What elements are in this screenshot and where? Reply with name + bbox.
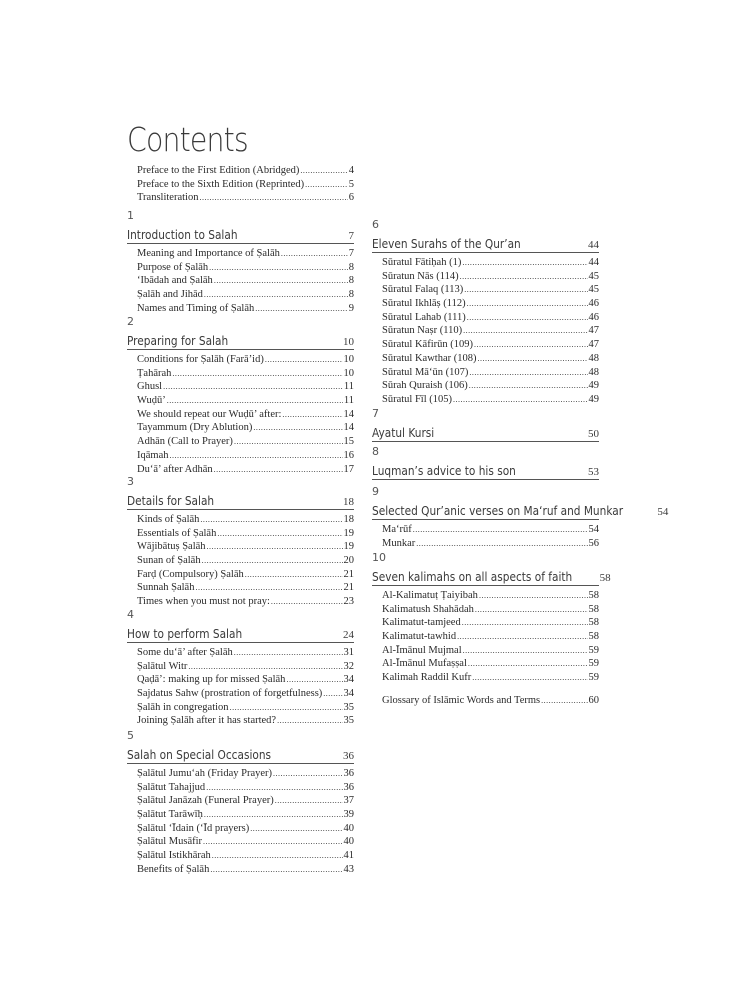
toc-entry[interactable] — [127, 554, 354, 568]
toc-entry[interactable] — [372, 297, 599, 311]
toc-entry[interactable] — [127, 380, 354, 394]
leader-dots — [286, 673, 342, 687]
entry-title: Kalimah Raddil Kufr — [382, 672, 472, 684]
page-number: 15 — [343, 436, 354, 448]
section-number: 8 — [372, 445, 379, 458]
toc-entry[interactable] — [372, 537, 599, 551]
page-number: 49 — [588, 380, 599, 392]
entry-title: Adhān (Call to Prayer) — [137, 436, 233, 448]
toc-entry[interactable] — [372, 366, 599, 380]
leader-dots — [273, 767, 342, 781]
entry-title: Kalimatush Shahādah — [382, 603, 474, 615]
toc-section — [372, 217, 599, 407]
leader-dots — [265, 353, 343, 367]
leader-dots — [167, 394, 343, 408]
section-number: 9 — [372, 485, 379, 498]
toc-section — [372, 406, 599, 445]
toc-entry[interactable] — [127, 701, 354, 715]
entry-title: Benefits of Ṣalāh — [137, 863, 210, 875]
section-heading[interactable] — [127, 330, 354, 350]
toc-entry[interactable] — [127, 781, 354, 795]
section-heading[interactable] — [372, 233, 599, 253]
toc-entry[interactable] — [127, 247, 354, 261]
section-number: 7 — [372, 407, 379, 420]
section-page-number: 24 — [343, 629, 354, 641]
leader-dots — [282, 408, 342, 422]
entry-title: Sajdatus Sahw (prostration of forgetfulness) — [137, 688, 323, 700]
toc-entry[interactable] — [127, 540, 354, 554]
section-title: Details for Salah — [127, 494, 215, 508]
toc-entry[interactable] — [372, 324, 599, 338]
leader-dots — [245, 568, 343, 582]
entry-title: Ghusl — [137, 381, 163, 393]
section-page-number: 18 — [343, 496, 354, 508]
section-page-number: 54 — [657, 506, 669, 518]
toc-entry[interactable]: Transliteration ..... 6 — [137, 191, 354, 205]
page-title: Contents — [127, 120, 248, 159]
page-number: 11 — [343, 381, 354, 393]
toc-entry[interactable] — [372, 256, 599, 270]
section-entries — [127, 643, 354, 728]
entry-title: Sūratun Nās (114) — [382, 270, 459, 282]
entry-title: Sūratun Naṣr (110) — [382, 325, 463, 337]
leader-dots — [467, 311, 588, 325]
leader-dots — [469, 366, 587, 380]
leader-dots — [474, 338, 588, 352]
entry-title: Times when you must not pray: — [137, 596, 270, 608]
page-number: 20 — [343, 555, 354, 567]
entry-title: ‘Ibādah and Ṣalāh — [137, 275, 213, 287]
page-number: 23 — [343, 596, 354, 608]
glossary-entry[interactable] — [372, 694, 599, 708]
page-number: 37 — [343, 795, 354, 807]
entry-title: Names and Timing of Ṣalāh — [137, 302, 255, 314]
leader-dots — [199, 191, 347, 205]
leader-dots — [477, 352, 587, 366]
toc-entry[interactable] — [127, 435, 354, 449]
entry-title: Sūratul Falaq (113) — [382, 284, 464, 296]
toc-entry[interactable] — [127, 527, 354, 541]
toc-entry[interactable] — [372, 603, 599, 617]
toc-section — [127, 314, 354, 476]
toc-entry[interactable] — [127, 421, 354, 435]
section-number: 5 — [127, 729, 134, 742]
leader-dots — [234, 646, 343, 660]
section-heading[interactable] — [127, 623, 354, 643]
toc-entry[interactable] — [127, 660, 354, 674]
page-number: 5 — [348, 178, 354, 190]
leader-dots — [463, 644, 588, 658]
section-page-number: 10 — [343, 336, 354, 348]
toc-entry[interactable] — [127, 394, 354, 408]
page-number: 60 — [588, 695, 599, 706]
toc-entry[interactable] — [372, 657, 599, 671]
preface-list — [137, 164, 354, 205]
section-entries — [372, 253, 599, 407]
page-number: 6 — [348, 192, 354, 204]
leader-dots — [277, 714, 342, 728]
leader-dots — [217, 527, 342, 541]
entry-title: Ṣalātul Jumu‘ah (Friday Prayer) — [137, 768, 273, 779]
section-heading[interactable] — [372, 460, 599, 480]
leader-dots — [416, 537, 587, 551]
toc-section — [372, 550, 611, 685]
entry-title: Ṣalātut Tahajjud — [137, 781, 206, 793]
leader-dots — [203, 835, 342, 849]
page-number: 59 — [588, 672, 599, 684]
page-number: 36 — [343, 768, 354, 779]
toc-entry[interactable] — [127, 261, 354, 275]
entry-title: Sūrah Quraish (106) — [382, 380, 468, 392]
entry-title: Du‘ā’ after Adhān — [137, 463, 213, 475]
section-number: 2 — [127, 315, 134, 328]
entry-title: Ṣalāh in congregation — [137, 701, 229, 713]
toc-entry[interactable] — [127, 714, 354, 728]
page-number: 46 — [588, 311, 599, 323]
toc-entry[interactable] — [127, 673, 354, 687]
section-title: Luqman’s advice to his son — [372, 464, 516, 478]
page-number: 36 — [343, 781, 354, 793]
leader-dots — [212, 849, 343, 863]
leader-dots — [462, 616, 588, 630]
page-number: 9 — [348, 302, 354, 314]
page-number: 14 — [343, 422, 354, 434]
toc-entry[interactable] — [372, 616, 599, 630]
page-number: 17 — [343, 463, 354, 475]
page-number: 39 — [343, 809, 354, 821]
page-number: 58 — [588, 603, 599, 615]
leader-dots — [300, 164, 347, 178]
page-number: 8 — [348, 275, 354, 287]
toc-entry[interactable] — [127, 849, 354, 863]
toc-entry[interactable] — [127, 794, 354, 808]
toc-section — [372, 444, 599, 483]
page-number: 19 — [343, 527, 354, 539]
page-number: 56 — [588, 537, 599, 549]
leader-dots — [464, 283, 587, 297]
entry-title: Al-Īmānul Mujmal — [382, 644, 462, 656]
leader-dots — [195, 581, 342, 595]
section-title: Seven kalimahs on all aspects of faith — [372, 570, 573, 584]
page-number: 58 — [588, 631, 599, 643]
leader-dots — [475, 603, 588, 617]
toc-entry[interactable] — [372, 379, 599, 393]
section-page-number: 50 — [588, 428, 599, 440]
toc-entry[interactable]: Preface to the First Edition (Abridged) ..... 4 — [137, 164, 354, 178]
page-number: 35 — [343, 715, 354, 727]
entry-title: Munkar — [382, 537, 416, 549]
page-number: 58 — [588, 590, 599, 601]
leader-dots — [463, 324, 587, 338]
section-entries — [127, 510, 354, 609]
leader-dots — [163, 380, 343, 394]
page-number: 11 — [343, 395, 354, 407]
leader-dots — [467, 297, 588, 311]
leader-dots — [204, 288, 348, 302]
section-number: 6 — [372, 218, 379, 231]
page-number: 45 — [588, 270, 599, 282]
toc-entry[interactable] — [127, 646, 354, 660]
section-title: How to perform Salah — [127, 627, 243, 641]
toc-entry[interactable] — [372, 311, 599, 325]
leader-dots — [462, 256, 587, 270]
entry-title: Wuḍū’ — [137, 395, 166, 407]
page-number: 43 — [343, 863, 354, 875]
section-title: Introduction to Salah — [127, 228, 238, 242]
page-number: 34 — [343, 674, 354, 686]
toc-section — [372, 484, 669, 550]
section-title: Preparing for Salah — [127, 334, 229, 348]
toc-entry[interactable] — [127, 288, 354, 302]
toc-entry[interactable] — [127, 687, 354, 701]
leader-dots — [170, 449, 343, 463]
toc-entry[interactable] — [372, 644, 599, 658]
entry-title: We should repeat our Wuḍū’ after: — [137, 408, 282, 420]
page-number: 48 — [588, 352, 599, 364]
entry-title: Sūratul Kawthar (108) — [382, 352, 477, 364]
entry-title: Ṭahārah — [137, 367, 172, 379]
entry-title: Ṣalātul Witr — [137, 660, 188, 672]
entry-title: Sunnah Ṣalāh — [137, 582, 195, 594]
page-number: 10 — [343, 367, 354, 379]
entry-title: Conditions for Ṣalāh (Farā’id) — [137, 354, 264, 365]
entry-title: Al-Īmānul Mufaṣṣal — [382, 658, 467, 670]
toc-entry[interactable] — [372, 630, 599, 644]
page-number: 54 — [588, 524, 599, 535]
leader-dots — [172, 367, 342, 381]
leader-dots — [413, 523, 588, 537]
toc-entry[interactable] — [372, 270, 599, 284]
entry-title: Farḍ (Compulsory) Ṣalāh — [137, 568, 244, 580]
leader-dots — [200, 513, 342, 527]
toc-entry[interactable] — [127, 863, 354, 877]
section-title: Eleven Surahs of the Qur’an — [372, 237, 521, 251]
page-number: 44 — [588, 257, 599, 268]
toc-section — [127, 474, 354, 609]
section-number: 3 — [127, 475, 134, 488]
entry-title: Kinds of Ṣalāh — [137, 514, 200, 525]
toc-entry[interactable] — [127, 835, 354, 849]
leader-dots — [305, 178, 348, 192]
page-number: 14 — [343, 408, 354, 420]
toc-entry[interactable] — [372, 283, 599, 297]
entry-title: Ṣalātul Musāfir — [137, 836, 203, 848]
section-page-number: 58 — [599, 572, 611, 584]
entry-title: Sunan of Ṣalāh — [137, 555, 201, 567]
leader-dots — [479, 589, 588, 603]
section-heading[interactable] — [127, 224, 354, 244]
entry-title: Sūratul Lahab (111) — [382, 311, 466, 323]
section-entries — [372, 480, 599, 483]
entry-title: Ṣalāh and Jihād — [137, 289, 203, 301]
leader-dots — [202, 554, 343, 568]
page-number: 7 — [348, 248, 354, 259]
section-entries — [127, 764, 354, 877]
entry-title: Iqāmah — [137, 449, 169, 461]
page-number: 16 — [343, 449, 354, 461]
section-title: Ayatul Kursi — [372, 426, 435, 440]
entry-title: Ṣalātul ‘Īdain (‘Īd prayers) — [137, 822, 250, 834]
entry-title: Some du‘ā’ after Ṣalāh — [137, 647, 233, 658]
page-number: 49 — [588, 393, 599, 405]
page-number: 40 — [343, 822, 354, 834]
leader-dots — [253, 421, 342, 435]
leader-dots — [206, 781, 342, 795]
toc-entry[interactable] — [127, 822, 354, 836]
entry-title: Sūratul Mā‘ūn (107) — [382, 366, 469, 378]
toc-entry[interactable] — [372, 671, 599, 685]
page-number: 8 — [348, 289, 354, 301]
leader-dots — [281, 247, 348, 261]
entry-title: Kalimatut-tawhid — [382, 631, 457, 643]
entry-title: Ṣalātul Janāzah (Funeral Prayer) — [137, 795, 274, 807]
page-number: 35 — [343, 701, 354, 713]
section-title: Selected Qur’anic verses on Ma‘ruf and Munkar — [372, 504, 624, 518]
entry-title: Meaning and Importance of Ṣalāh — [137, 248, 280, 259]
toc-section — [127, 728, 354, 877]
entry-title: Purpose of Ṣalāh — [137, 261, 209, 273]
entry-title: Wājibātuṣ Ṣalāh — [137, 541, 206, 553]
page-number: 19 — [343, 541, 354, 553]
glossary-line — [372, 694, 599, 708]
page-number: 21 — [343, 582, 354, 594]
section-heading[interactable] — [372, 500, 669, 520]
leader-dots — [214, 274, 348, 288]
page-number: 59 — [588, 644, 599, 656]
leader-dots — [230, 701, 343, 715]
section-number: 1 — [127, 209, 134, 222]
section-entries — [372, 520, 599, 550]
entry-title: Essentials of Ṣalāh — [137, 527, 217, 539]
section-heading[interactable] — [372, 566, 611, 586]
page-number: 59 — [588, 658, 599, 670]
page-number: 47 — [588, 325, 599, 337]
entry-title: Sūratul Ikhlāṣ (112) — [382, 298, 466, 310]
entry-title: Ṣalātut Tarāwīḥ — [137, 809, 203, 821]
section-heading[interactable] — [127, 744, 354, 764]
leader-dots — [209, 261, 348, 275]
page-number: 21 — [343, 568, 354, 580]
page-number: 41 — [343, 850, 354, 862]
toc-entry[interactable] — [127, 449, 354, 463]
page-number: 47 — [588, 339, 599, 351]
entry-title: Qaḍā’: making up for missed Ṣalāh — [137, 674, 286, 686]
page-number: 8 — [348, 261, 354, 273]
toc-entry[interactable] — [127, 274, 354, 288]
leader-dots — [453, 393, 588, 407]
entry-title: Sūratul Fātiḥah (1) — [382, 257, 462, 268]
toc-entry[interactable] — [372, 338, 599, 352]
leader-dots — [210, 863, 342, 877]
page-number: 4 — [348, 165, 354, 176]
page-number: 58 — [588, 617, 599, 629]
entry-title: Sūratul Fīl (105) — [382, 393, 452, 405]
section-number: 10 — [372, 551, 386, 564]
section-number: 4 — [127, 608, 134, 621]
leader-dots — [207, 540, 343, 554]
leader-dots — [188, 660, 342, 674]
page-number: 48 — [588, 366, 599, 378]
entry-title: Ma‘rūf — [382, 524, 412, 535]
toc-entry[interactable] — [127, 581, 354, 595]
leader-dots — [250, 822, 342, 836]
entry-title: Ṣalātul Istikhārah — [137, 850, 211, 862]
leader-dots — [541, 694, 587, 708]
entry-title: Al-Kalimatuṭ Ṭaiyibah — [382, 590, 478, 601]
section-heading[interactable] — [127, 490, 354, 510]
leader-dots — [204, 808, 343, 822]
leader-dots — [323, 687, 342, 701]
entry-title: Glossary of Islāmic Words and Terms — [382, 695, 541, 706]
leader-dots — [472, 671, 587, 685]
page-number: 46 — [588, 298, 599, 310]
page-number: 18 — [343, 514, 354, 525]
page-number: 34 — [343, 688, 354, 700]
toc-entry[interactable]: Preface to the Sixth Edition (Reprinted) ..... 5 — [137, 178, 354, 192]
toc-entry[interactable] — [127, 353, 354, 367]
section-page-number: 7 — [348, 230, 354, 242]
page-number: 45 — [588, 284, 599, 296]
toc-entry[interactable] — [127, 808, 354, 822]
leader-dots — [457, 630, 587, 644]
section-entries — [127, 244, 354, 315]
section-page-number: 53 — [588, 466, 599, 478]
leader-dots — [275, 794, 343, 808]
leader-dots — [234, 435, 343, 449]
toc-entry[interactable] — [372, 589, 599, 603]
toc-entry[interactable] — [372, 523, 599, 537]
section-heading[interactable] — [372, 422, 599, 442]
section-entries — [372, 586, 599, 685]
toc-entry[interactable] — [127, 767, 354, 781]
leader-dots — [469, 379, 588, 393]
toc-entry[interactable] — [127, 367, 354, 381]
section-entries — [127, 350, 354, 476]
leader-dots — [468, 657, 588, 671]
entry-title: Kalimatut-tamjeed — [382, 617, 461, 629]
toc-entry[interactable] — [127, 408, 354, 422]
entry-title: Joining Ṣalāh after it has started? — [137, 715, 277, 727]
page-number: 32 — [343, 660, 354, 672]
entry-title: Sūratul Kāfirūn (109) — [382, 339, 473, 351]
toc-entry[interactable] — [372, 352, 599, 366]
page-number: 10 — [343, 354, 354, 365]
leader-dots — [460, 270, 588, 284]
page-number: 40 — [343, 836, 354, 848]
section-page-number: 36 — [343, 750, 354, 762]
entry-title: Tayammum (Dry Ablution) — [137, 422, 253, 434]
toc-entry[interactable] — [127, 568, 354, 582]
section-title: Salah on Special Occasions — [127, 748, 272, 762]
page-number: 31 — [343, 647, 354, 658]
toc-section — [127, 607, 354, 728]
toc-entry[interactable] — [127, 513, 354, 527]
toc-section — [127, 208, 354, 315]
section-page-number: 44 — [588, 239, 599, 251]
toc-entry[interactable] — [372, 393, 599, 407]
